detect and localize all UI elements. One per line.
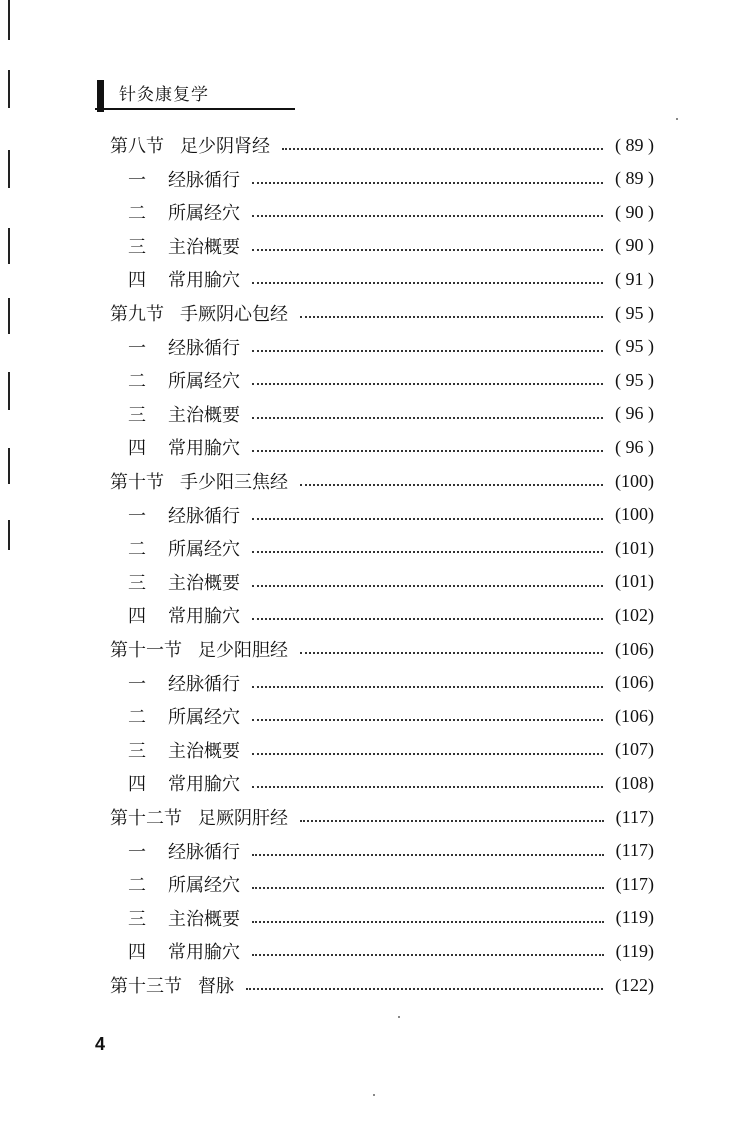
page-reference: (101) bbox=[615, 571, 654, 592]
toc-entry-label bbox=[110, 636, 288, 662]
page-reference: (101) bbox=[615, 537, 654, 558]
leader-dots bbox=[252, 921, 604, 923]
toc-entry-label bbox=[128, 871, 240, 897]
section-number: 第十三节 bbox=[110, 976, 182, 997]
item-title: 主治概要 bbox=[168, 572, 240, 594]
toc-entry-label bbox=[110, 132, 270, 158]
toc-item-row bbox=[128, 198, 654, 226]
leader-dots bbox=[252, 753, 603, 755]
scan-speck bbox=[398, 1016, 400, 1018]
toc-entry-label bbox=[128, 266, 240, 292]
page-reference: ( 95 ) bbox=[615, 369, 654, 390]
item-title: 主治概要 bbox=[168, 236, 240, 258]
scan-mark bbox=[8, 298, 10, 334]
leader-dots bbox=[252, 887, 604, 889]
toc-entry-label bbox=[110, 972, 234, 998]
item-title: 所属经穴 bbox=[168, 371, 240, 393]
leader-dots bbox=[246, 988, 603, 990]
item-title: 主治概要 bbox=[168, 908, 240, 930]
toc-item-row bbox=[128, 702, 654, 730]
header-rule bbox=[95, 108, 295, 110]
leader-dots bbox=[300, 652, 603, 654]
toc-entry-label bbox=[128, 770, 240, 796]
item-number: 四 bbox=[128, 606, 146, 628]
item-title: 常用腧穴 bbox=[168, 438, 240, 460]
toc-entry-label bbox=[128, 938, 240, 964]
toc-entry-label bbox=[128, 569, 240, 595]
page-reference: (117) bbox=[615, 806, 654, 827]
item-title: 所属经穴 bbox=[168, 539, 240, 561]
item-number: 二 bbox=[128, 539, 146, 561]
section-title: 手少阳三焦经 bbox=[180, 472, 288, 493]
leader-dots bbox=[252, 686, 603, 688]
section-title: 足厥阴肝经 bbox=[198, 808, 288, 829]
item-number: 四 bbox=[128, 438, 146, 460]
toc-item-row bbox=[128, 366, 654, 394]
toc-section-row bbox=[110, 635, 654, 663]
toc-entry-label bbox=[110, 804, 288, 830]
item-title: 常用腧穴 bbox=[168, 606, 240, 628]
item-title: 主治概要 bbox=[168, 740, 240, 762]
toc-item-row bbox=[128, 904, 654, 932]
item-number: 三 bbox=[128, 740, 146, 762]
leader-dots bbox=[252, 282, 603, 284]
page-reference: (106) bbox=[615, 638, 654, 659]
toc-item-row bbox=[128, 769, 654, 797]
toc-item-row bbox=[128, 534, 654, 562]
item-number: 三 bbox=[128, 404, 146, 426]
page-reference: ( 96 ) bbox=[615, 436, 654, 457]
toc-item-row bbox=[128, 501, 654, 529]
toc-section-row bbox=[110, 803, 654, 831]
scan-speck bbox=[373, 1094, 375, 1096]
toc-item-row bbox=[128, 165, 654, 193]
toc-item-row bbox=[128, 870, 654, 898]
toc-entry-label bbox=[128, 502, 240, 528]
toc-entry-label bbox=[128, 199, 240, 225]
section-title: 足少阳胆经 bbox=[198, 640, 288, 661]
toc-entry-label bbox=[110, 300, 288, 326]
leader-dots bbox=[252, 350, 603, 352]
toc-entry-label bbox=[128, 602, 240, 628]
leader-dots bbox=[252, 450, 603, 452]
toc-item-row bbox=[128, 736, 654, 764]
page-reference: ( 95 ) bbox=[615, 302, 654, 323]
toc-section-row bbox=[110, 971, 654, 999]
page-reference: (117) bbox=[615, 873, 654, 894]
leader-dots bbox=[252, 786, 603, 788]
toc-entry-label bbox=[128, 334, 240, 360]
item-number: 一 bbox=[128, 841, 146, 863]
item-number: 二 bbox=[128, 203, 146, 225]
leader-dots bbox=[252, 518, 603, 520]
toc-entry-label bbox=[128, 233, 240, 259]
item-title: 经脉循行 bbox=[168, 337, 240, 359]
scan-mark bbox=[8, 0, 10, 40]
toc-entry-label bbox=[128, 535, 240, 561]
item-number: 二 bbox=[128, 875, 146, 897]
scan-mark bbox=[8, 228, 10, 264]
page-reference: (100) bbox=[615, 504, 654, 525]
item-number: 三 bbox=[128, 236, 146, 258]
leader-dots bbox=[300, 820, 604, 822]
section-number: 第九节 bbox=[110, 304, 164, 325]
toc-item-row bbox=[128, 433, 654, 461]
section-title: 手厥阴心包经 bbox=[180, 304, 288, 325]
toc-entry-label bbox=[128, 905, 240, 931]
leader-dots bbox=[252, 249, 603, 251]
item-title: 主治概要 bbox=[168, 404, 240, 426]
toc-entry-label bbox=[128, 367, 240, 393]
toc-entry-label bbox=[128, 703, 240, 729]
toc-entry-label bbox=[128, 670, 240, 696]
item-title: 经脉循行 bbox=[168, 505, 240, 527]
page-reference: ( 89 ) bbox=[615, 168, 654, 189]
item-number: 二 bbox=[128, 707, 146, 729]
toc-item-row bbox=[128, 568, 654, 596]
item-title: 经脉循行 bbox=[168, 169, 240, 191]
page-reference: ( 90 ) bbox=[615, 235, 654, 256]
item-title: 所属经穴 bbox=[168, 203, 240, 225]
toc-section-row bbox=[110, 131, 654, 159]
leader-dots bbox=[252, 182, 603, 184]
item-number: 三 bbox=[128, 908, 146, 930]
toc-entry-label bbox=[128, 401, 240, 427]
page-reference: (102) bbox=[615, 604, 654, 625]
scan-speck bbox=[676, 118, 678, 120]
leader-dots bbox=[252, 551, 603, 553]
item-number: 一 bbox=[128, 337, 146, 359]
page-reference: ( 91 ) bbox=[615, 268, 654, 289]
leader-dots bbox=[252, 383, 603, 385]
page-reference: (122) bbox=[615, 974, 654, 995]
leader-dots bbox=[252, 719, 603, 721]
leader-dots bbox=[282, 148, 603, 150]
toc-item-row bbox=[128, 837, 654, 865]
leader-dots bbox=[252, 585, 603, 587]
item-title: 所属经穴 bbox=[168, 875, 240, 897]
leader-dots bbox=[252, 417, 603, 419]
leader-dots bbox=[252, 215, 603, 217]
item-title: 常用腧穴 bbox=[168, 942, 240, 964]
page-reference: (119) bbox=[615, 907, 654, 928]
page-reference: (106) bbox=[615, 705, 654, 726]
page-reference: (107) bbox=[615, 739, 654, 760]
item-title: 所属经穴 bbox=[168, 707, 240, 729]
page-reference: (106) bbox=[615, 672, 654, 693]
scan-mark bbox=[8, 70, 10, 108]
item-number: 二 bbox=[128, 371, 146, 393]
section-title: 督脉 bbox=[198, 976, 234, 997]
toc-section-row bbox=[110, 299, 654, 327]
leader-dots bbox=[252, 954, 604, 956]
page-reference: ( 89 ) bbox=[615, 134, 654, 155]
scan-mark bbox=[8, 448, 10, 484]
page-reference: (108) bbox=[615, 772, 654, 793]
section-number: 第十节 bbox=[110, 472, 164, 493]
leader-dots bbox=[300, 316, 603, 318]
item-title: 经脉循行 bbox=[168, 841, 240, 863]
section-number: 第十一节 bbox=[110, 640, 182, 661]
page-reference: ( 95 ) bbox=[615, 336, 654, 357]
item-title: 常用腧穴 bbox=[168, 774, 240, 796]
page-reference: (117) bbox=[615, 840, 654, 861]
item-number: 四 bbox=[128, 774, 146, 796]
leader-dots bbox=[252, 618, 603, 620]
toc-section-row bbox=[110, 467, 654, 495]
item-number: 一 bbox=[128, 169, 146, 191]
item-number: 四 bbox=[128, 942, 146, 964]
section-number: 第十二节 bbox=[110, 808, 182, 829]
scan-mark bbox=[8, 150, 10, 188]
leader-dots bbox=[300, 484, 603, 486]
toc-item-row bbox=[128, 265, 654, 293]
toc-entry-label bbox=[110, 468, 288, 494]
leader-dots bbox=[252, 854, 604, 856]
page-reference: (119) bbox=[615, 940, 654, 961]
item-number: 一 bbox=[128, 673, 146, 695]
scan-mark bbox=[8, 520, 10, 550]
page-reference: (100) bbox=[615, 470, 654, 491]
toc-entry-label bbox=[128, 737, 240, 763]
page-number: 4 bbox=[95, 1034, 106, 1054]
toc-entry-label bbox=[128, 434, 240, 460]
section-number: 第八节 bbox=[110, 136, 164, 157]
toc-entry-label bbox=[128, 166, 240, 192]
toc-entry-label bbox=[128, 838, 240, 864]
toc-item-row bbox=[128, 937, 654, 965]
toc-item-row bbox=[128, 669, 654, 697]
toc-item-row bbox=[128, 232, 654, 260]
page-reference: ( 90 ) bbox=[615, 201, 654, 222]
item-number: 三 bbox=[128, 572, 146, 594]
item-title: 经脉循行 bbox=[168, 673, 240, 695]
item-title: 常用腧穴 bbox=[168, 270, 240, 292]
toc-item-row bbox=[128, 400, 654, 428]
page-reference: ( 96 ) bbox=[615, 403, 654, 424]
toc-item-row bbox=[128, 333, 654, 361]
section-title: 足少阴肾经 bbox=[180, 136, 270, 157]
scan-mark bbox=[8, 372, 10, 410]
header-title: 针灸康复学 bbox=[119, 85, 209, 105]
toc-item-row bbox=[128, 601, 654, 629]
running-header bbox=[95, 78, 655, 112]
item-number: 四 bbox=[128, 270, 146, 292]
item-number: 一 bbox=[128, 505, 146, 527]
